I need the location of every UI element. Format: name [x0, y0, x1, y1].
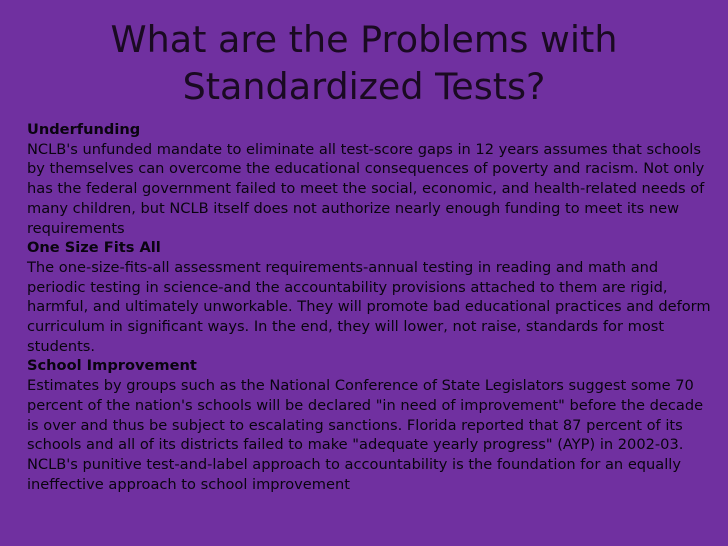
section-text-school-improvement: Estimates by groups such as the National Conference of State Legislators suggest some 70 percent of the nation's schools will be declared "in need of improvement" before the decade is over and thus be subject to escalating sanctions. Florida reported that 87 percent of its schools and all of its districts failed to make "adequate yearly progress" (AYP) in 2002-03. NCLB's punitive test-and-label approach to accountability is the foundation for an equally ineffective approach to school improvement	[27, 377, 704, 493]
section-text-one-size-fits-all: The one-size-fits-all assessment requirements-annual testing in reading and math and periodic testing in science-and the accountability provisions attached to them are rigid, harmful, and ultimately unworkable. They will promote bad educational practices and deform curriculum in significant ways. In the end, they will lower, not raise, standards for most students.	[27, 258, 711, 355]
title-line-2: Standardized Tests?	[182, 65, 546, 108]
section-heading-one-size-fits-all: One Size Fits All	[27, 239, 161, 257]
section-heading-school-improvement: School Improvement	[27, 357, 197, 375]
title-line-1: What are the Problems with	[110, 18, 618, 61]
slide-body	[27, 120, 717, 494]
slide-title	[0, 16, 728, 110]
section-text-underfunding: NCLB's unfunded mandate to eliminate all test-score gaps in 12 years assumes that schools by themselves can overcome the educational consequences of poverty and racism. Not only has the federal government failed to meet the social, economic, and health-related needs of many children, but NCLB itself does not authorize nearly enough funding to meet its new requirements	[27, 140, 705, 237]
section-heading-underfunding: Underfunding	[27, 121, 141, 138]
